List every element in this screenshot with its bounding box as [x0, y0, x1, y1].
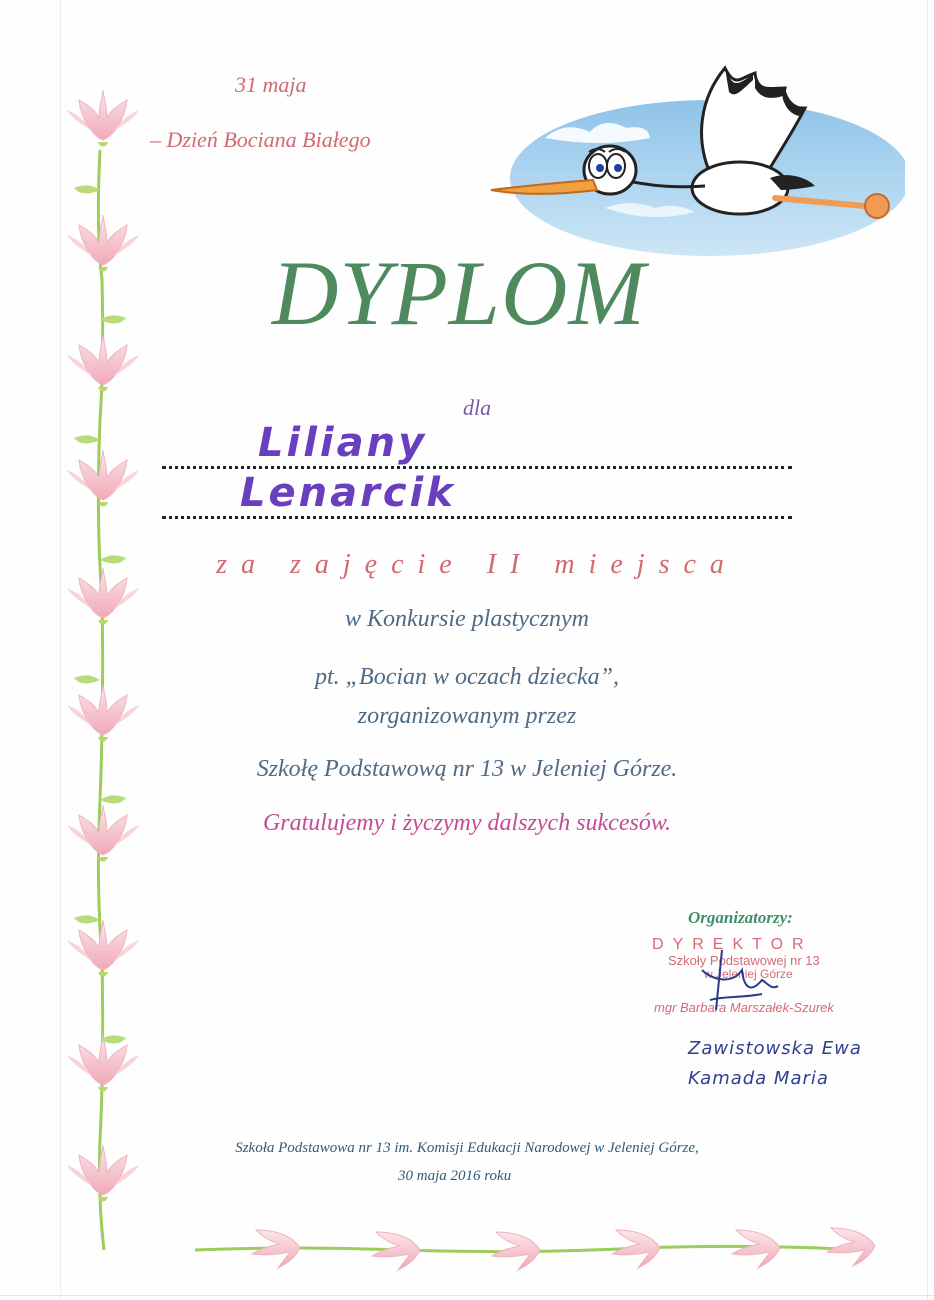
organizer-signature-2: Kamada Maria: [688, 1068, 829, 1089]
event-day-name: – Dzień Bociana Białego: [150, 127, 371, 152]
recipient-last-name: Lenarcik: [240, 470, 456, 516]
stamp-title: DYREKTOR: [652, 936, 813, 953]
footer-school: Szkoła Podstawowa nr 13 im. Komisji Edukacji Narodowej w Jeleniej Górze,: [235, 1140, 699, 1156]
contest-title: pt. „Bocian w oczach dziecka”,: [315, 664, 619, 690]
event-date: 31 maja: [235, 72, 307, 97]
director-signature: [682, 950, 792, 1020]
recipient-first-name: Liliany: [258, 420, 428, 466]
organized-by: zorganizowanym przez: [357, 703, 577, 729]
stamp-school: Szkoły Podstawowej nr 13: [668, 953, 820, 968]
contest-line: w Konkursie plastycznym: [345, 606, 589, 632]
organizer-signature-1: Zawistowska Ewa: [688, 1038, 862, 1059]
place-text: za zajęcie II miejsca: [216, 549, 738, 580]
for-label: dla: [463, 395, 492, 420]
recipient-line-2: [162, 516, 792, 519]
stork-illustration: [485, 58, 905, 258]
footer-date: 30 maja 2016 roku: [398, 1168, 512, 1184]
congratulations: Gratulujemy i życzymy dalszych sukcesów.: [262, 810, 672, 836]
diploma-title: DYPLOM: [272, 242, 647, 344]
organizer-school: Szkołę Podstawową nr 13 w Jeleniej Górze.: [256, 756, 678, 782]
organizers-label: Organizatorzy:: [688, 908, 793, 927]
stamp-name: mgr Barbara Marszałek-Szurek: [654, 1000, 834, 1015]
recipient-line-1: [162, 466, 792, 469]
stamp-city: w Jeleniej Górze: [704, 967, 793, 981]
